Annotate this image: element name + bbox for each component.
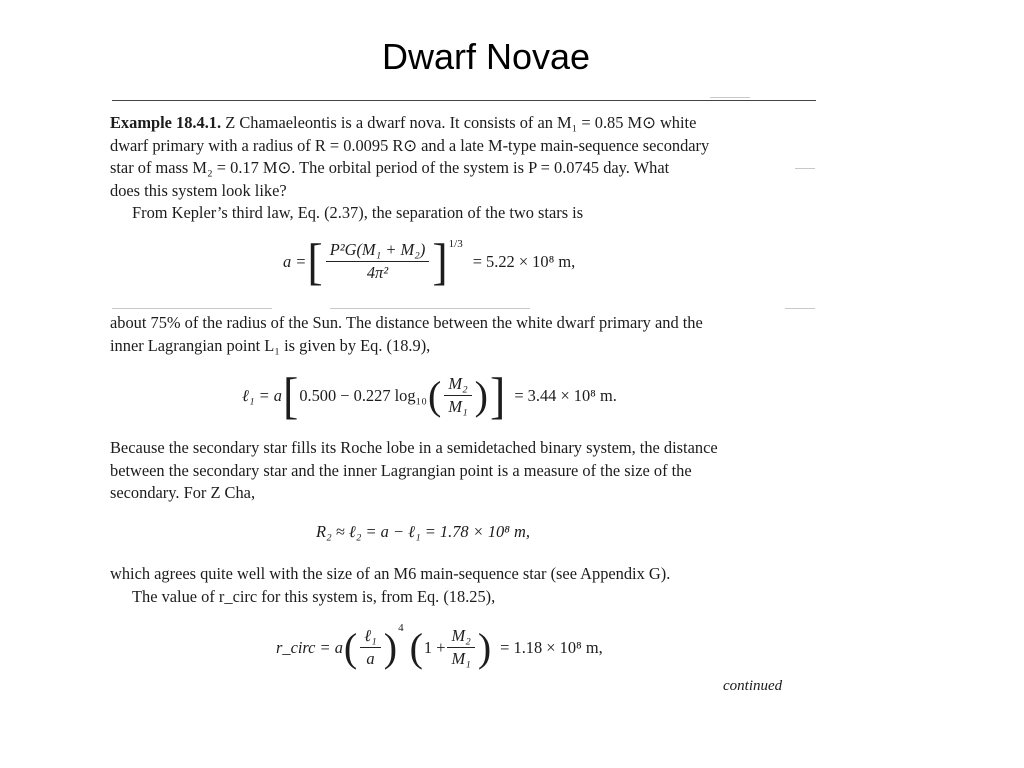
- paragraph-3: [110, 437, 810, 505]
- para2-line-1: about 75% of the radius of the Sun. The distance between the white dwarf primary and the: [110, 313, 703, 332]
- eq4-right-paren-1: ): [383, 624, 398, 670]
- eq2-right-bracket: ]: [490, 366, 506, 423]
- eq2-numerator: M₂: [444, 374, 471, 396]
- eq4-frac2-denominator: M₁: [451, 649, 471, 668]
- example-line-2: dwarf primary with a radius of R = 0.0095 R⊙ and a late M-type main-sequence secondary: [110, 135, 710, 155]
- top-rule: [112, 100, 816, 101]
- example-line-1: [110, 112, 810, 135]
- para4-line-2: The value of r_circ for this system is, from Eq. (18.25),: [132, 586, 496, 606]
- eq4-fraction-2: [447, 626, 474, 669]
- eq4-fraction-1: [360, 626, 381, 669]
- continued-label: continued: [723, 678, 783, 694]
- top-rule-faint: [710, 97, 750, 98]
- eq1-numerator: P²G(M₁ + M₂): [326, 240, 430, 262]
- para2-top-rule-b: [330, 308, 530, 309]
- para2-top-rule-c: [785, 308, 815, 309]
- eq4-frac2-numerator: M₂: [447, 626, 474, 648]
- slide-title: Dwarf Novae: [381, 36, 591, 77]
- eq4-frac1-numerator: ℓ₁: [360, 626, 381, 648]
- eq1-rhs: = 5.22 × 10⁸ m,: [472, 251, 576, 271]
- eq4-left-paren-1: (: [343, 624, 358, 670]
- eq1-fraction: [326, 240, 430, 283]
- eq4-exponent: 4: [398, 622, 404, 634]
- equation-separation: [283, 232, 576, 289]
- example-line-5: From Kepler’s third law, Eq. (2.37), the separation of the two stars is: [132, 203, 584, 222]
- para4-line-1: which agrees quite well with the size of an M6 main-sequence star (see Appendix G).: [110, 564, 671, 583]
- eq1-exponent: 1/3: [448, 238, 463, 250]
- paragraph-4: [110, 563, 810, 608]
- equation-lagrangian: [242, 366, 617, 423]
- eq2-denominator: M₁: [448, 397, 468, 416]
- para3-line-2: between the secondary star and the inner Lagrangian point is a measure of the size of the: [110, 460, 692, 480]
- para2-line-2: inner Lagrangian point L₁ is given by Eq. (18.9),: [110, 335, 431, 355]
- example-line-1-text: Z Chamaeleontis is a dwarf nova. It consists of an M₁ = 0.85 M⊙ white: [225, 113, 697, 132]
- example-heading: Example 18.4.1.: [110, 113, 222, 132]
- eq2-fraction: [444, 374, 471, 417]
- equation-circularization: [276, 622, 603, 670]
- eq4-rhs: = 1.18 × 10⁸ m,: [500, 637, 603, 657]
- eq2-left-bracket: [: [282, 366, 299, 423]
- eq2-lhs: ℓ₁ = a: [242, 385, 282, 405]
- eq2-inner: 0.500 − 0.227 log₁₀: [299, 385, 427, 405]
- line3-trailing-rule: [795, 168, 815, 169]
- eq3-text: R₂ ≈ ℓ₂ = a − ℓ₁ = 1.78 × 10⁸ m,: [316, 522, 530, 541]
- eq1-right-bracket: ]: [432, 232, 448, 289]
- eq2-rhs: = 3.44 × 10⁸ m.: [514, 385, 617, 405]
- eq4-lhs: r_circ = a: [276, 637, 343, 657]
- example-line-4: does this system look like?: [110, 180, 287, 200]
- eq1-denominator: 4π²: [366, 263, 389, 282]
- eq1-left-bracket: [: [307, 232, 323, 289]
- eq4-right-paren-2: ): [477, 624, 492, 670]
- para3-line-1: Because the secondary star fills its Roche lobe in a semidetached binary system, the distance: [110, 438, 718, 457]
- equation-secondary-radius: [316, 522, 530, 542]
- eq4-frac1-denominator: a: [366, 649, 375, 668]
- paragraph-2: [110, 312, 810, 357]
- eq2-left-paren: (: [427, 372, 442, 418]
- eq2-right-paren: ): [474, 372, 488, 418]
- para2-top-rule-a: [112, 308, 272, 309]
- example-paragraph: [110, 112, 810, 225]
- example-line-3: star of mass M₂ = 0.17 M⊙. The orbital period of the system is P = 0.0745 day. What: [110, 158, 670, 177]
- eq1-lhs: a =: [283, 251, 307, 271]
- eq4-one-plus: 1 +: [423, 637, 446, 657]
- eq4-left-paren-2: (: [409, 624, 423, 670]
- para3-line-3: secondary. For Z Cha,: [110, 483, 256, 502]
